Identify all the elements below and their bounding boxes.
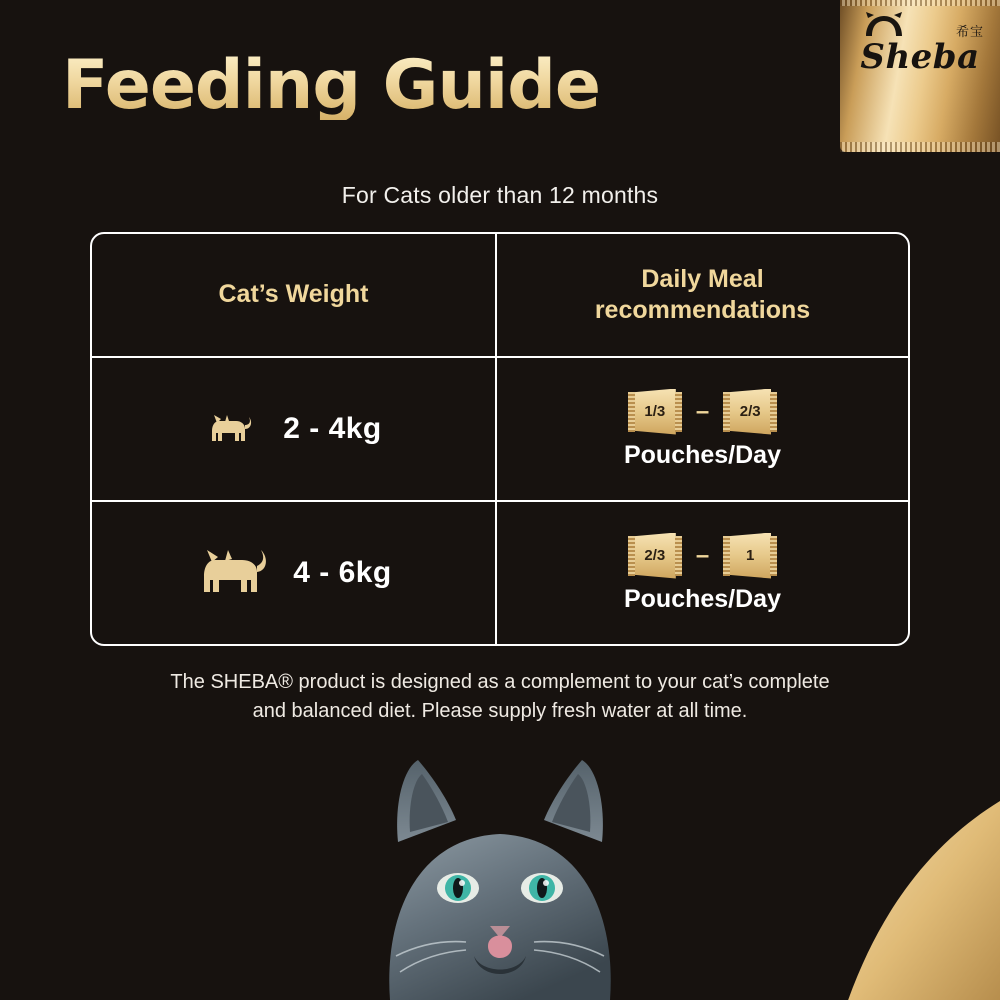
brand-name-cjk: 希宝	[955, 25, 984, 40]
range-separator: –	[695, 541, 710, 569]
column-header-weight: Cat’s Weight	[218, 280, 369, 309]
pouch-crimp-bottom-icon	[840, 142, 1000, 152]
table-header-row	[92, 234, 908, 356]
pouch-amount-from: 1/3	[644, 403, 666, 420]
table-row	[92, 356, 908, 500]
small-cat-icon	[205, 407, 261, 451]
weight-cell	[92, 502, 497, 644]
disclaimer-text	[80, 668, 920, 726]
range-separator: –	[695, 397, 710, 425]
page-subtitle: For Cats older than 12 months	[341, 182, 659, 208]
recommendation-cell	[497, 358, 908, 500]
weight-value: 4 - 6kg	[293, 556, 392, 589]
pouch-icon	[628, 389, 682, 435]
pouch-amount-to: 1	[746, 547, 755, 564]
recommendation-cell	[497, 502, 908, 644]
disclaimer-line-2: and balanced diet. Please supply fresh water at all time.	[252, 700, 748, 722]
table-row	[92, 500, 908, 644]
column-header-meal-line2: recommendations	[594, 296, 811, 324]
pouch-icon	[723, 389, 777, 435]
pouch-unit-label: Pouches/Day	[623, 440, 781, 469]
column-header-meal-line1: Daily Meal	[641, 264, 764, 293]
disclaimer-line-1: The SHEBA® product is designed as a complement to your cat’s complete	[170, 671, 830, 693]
sheba-pouch-graphic	[840, 0, 1000, 152]
header-cell-recommendations	[497, 234, 908, 356]
pouch-amount-to: 2/3	[739, 403, 761, 420]
feeding-table	[90, 232, 910, 646]
cat-head-icon	[862, 12, 906, 38]
brand-logo	[840, 25, 1000, 77]
brand-name: Sheba	[860, 37, 980, 77]
weight-value: 2 - 4kg	[283, 412, 382, 445]
pouch-icon	[723, 533, 777, 579]
cat-photo	[370, 750, 630, 1000]
corner-swoosh-decoration	[740, 760, 1000, 1000]
pouch-unit-label: Pouches/Day	[623, 584, 781, 613]
pouch-crimp-top-icon	[840, 0, 1000, 6]
pouch-amount-from: 2/3	[644, 547, 666, 564]
weight-cell	[92, 358, 497, 500]
header-cell-weight	[92, 234, 497, 356]
pouch-icon	[628, 533, 682, 579]
large-cat-icon	[195, 544, 271, 602]
page-title: Feeding Guide	[62, 46, 601, 125]
